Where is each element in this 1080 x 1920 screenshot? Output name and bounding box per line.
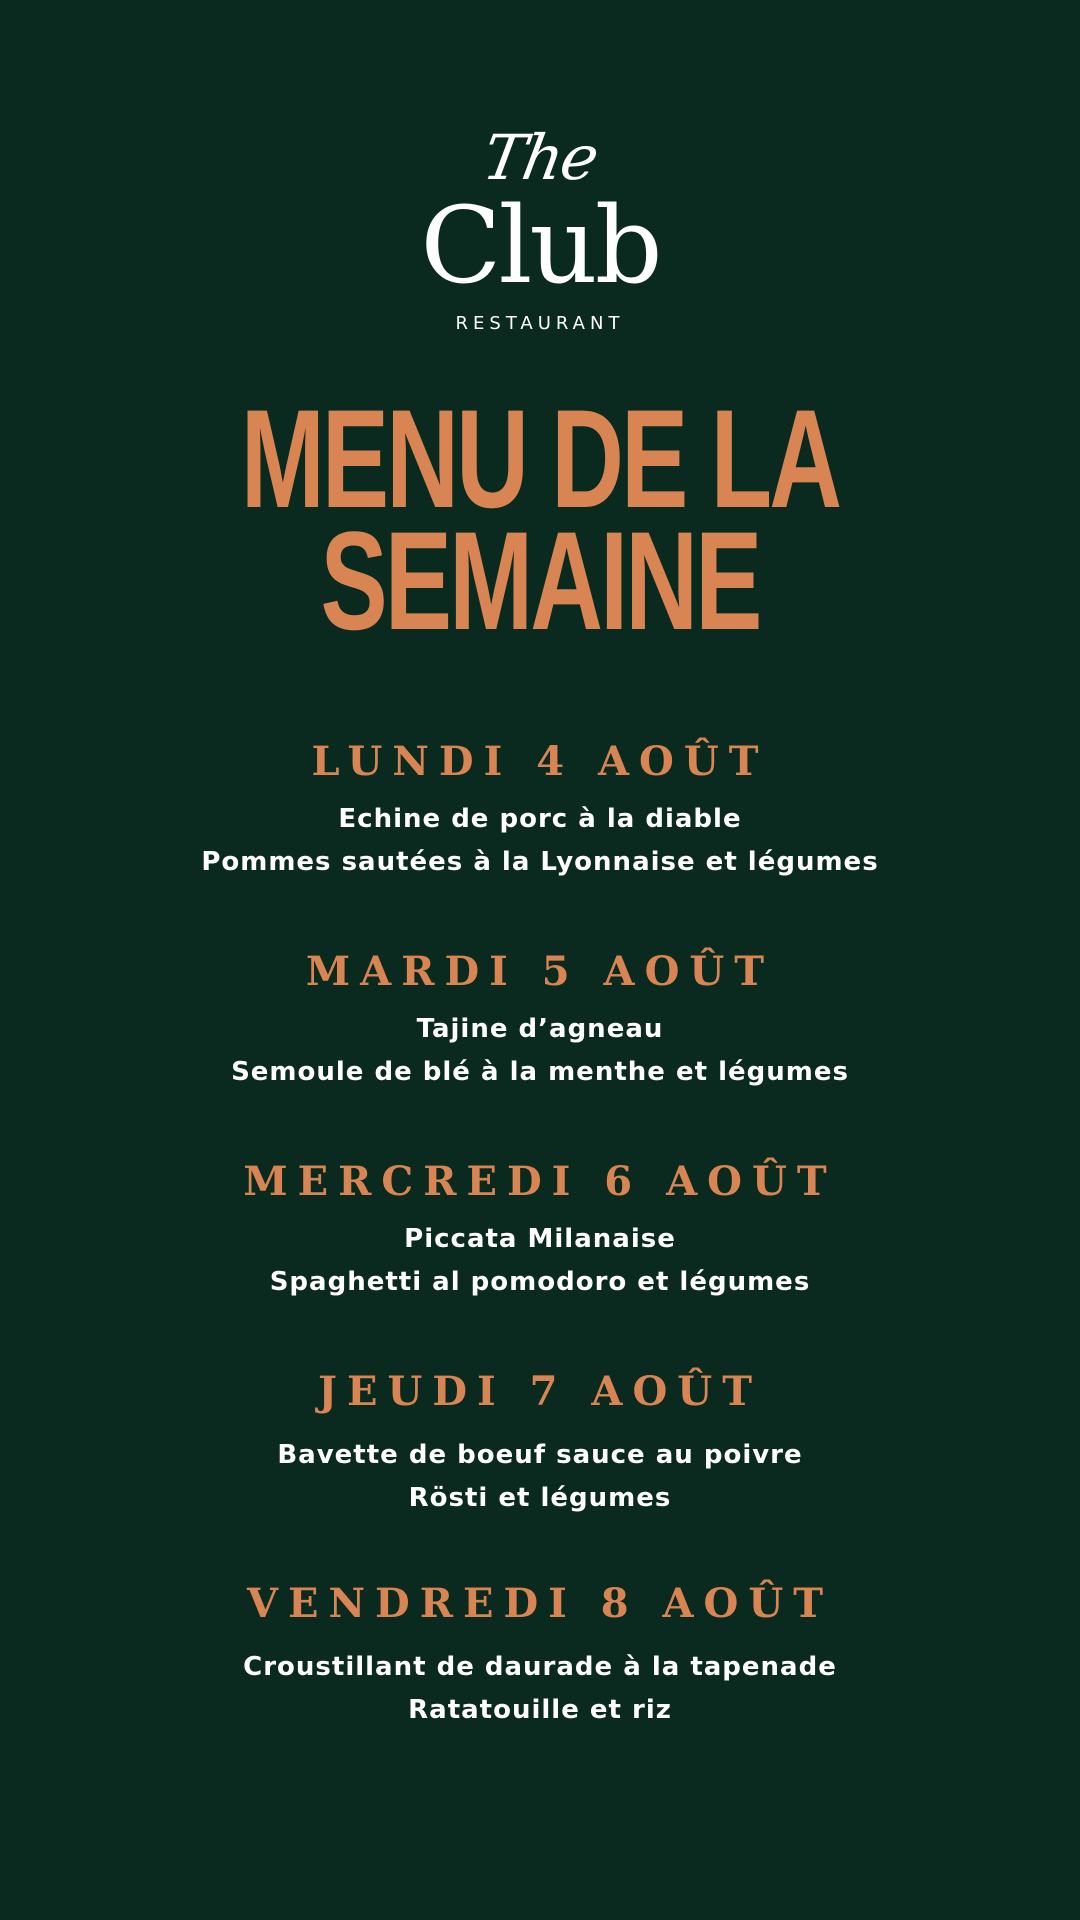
day-heading: LUNDI 4 AOÛT: [311, 738, 769, 785]
menu-title-line-2: SEMAINE: [320, 502, 760, 659]
day-heading: MERCREDI 6 AOÛT: [243, 1158, 837, 1205]
day-wednesday: [0, 1158, 1080, 1304]
dish-side: Semoule de blé à la menthe et légumes: [231, 1057, 849, 1087]
day-heading: JEUDI 7 AOÛT: [318, 1368, 762, 1415]
dish-main: Croustillant de daurade à la tapenade: [243, 1652, 837, 1682]
dish-main: Piccata Milanaise: [404, 1224, 676, 1254]
dish-main: Tajine d’agneau: [416, 1014, 664, 1044]
dish-side: Pommes sautées à la Lyonnaise et légumes: [201, 847, 879, 877]
logo-club: Club: [420, 184, 660, 307]
dish-side: Ratatouille et riz: [408, 1695, 672, 1725]
dish-main: Bavette de boeuf sauce au poivre: [277, 1440, 803, 1470]
menu-title-line-1: MENU DE LA: [240, 380, 840, 537]
day-thursday: [0, 1368, 1080, 1520]
day-monday: [0, 738, 1080, 884]
day-friday: [0, 1580, 1080, 1732]
dish-side: Rösti et légumes: [408, 1483, 672, 1513]
logo-the: The: [477, 121, 603, 194]
day-heading: MARDI 5 AOÛT: [305, 948, 775, 995]
dish-side: Spaghetti al pomodoro et légumes: [269, 1267, 811, 1297]
logo-subtitle: RESTAURANT: [455, 313, 625, 334]
day-tuesday: [0, 948, 1080, 1094]
day-heading: VENDREDI 8 AOÛT: [246, 1580, 834, 1627]
dish-main: Echine de porc à la diable: [338, 804, 742, 834]
